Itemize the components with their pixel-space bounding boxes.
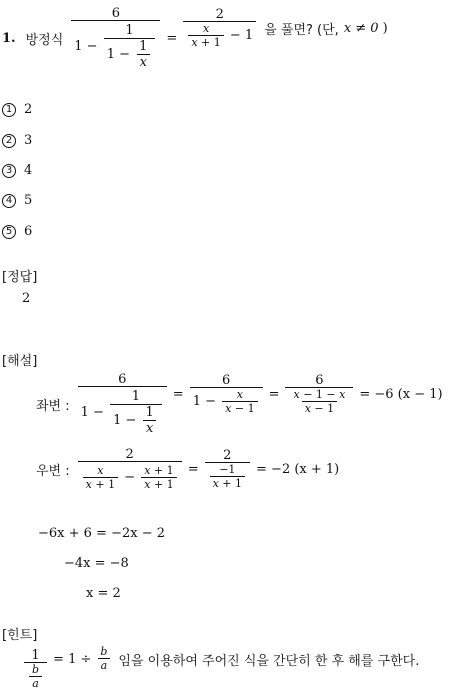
- left-frac-2: 6 1 − $\frac{x}{x - 1}$: [190, 374, 263, 415]
- option-4[interactable]: [2, 193, 32, 208]
- answer-value: 2: [22, 291, 31, 306]
- solution-right-side: 우변 : 2 $\frac{x}{x + 1}$ − $\frac{x + 1}{x + 1}$ = $\frac{2}{\frac{-1}{x + 1}}$ = −2 (x + 1): [36, 446, 340, 491]
- left-result: = −6 (x − 1): [359, 386, 443, 402]
- option-value: 5: [24, 193, 33, 208]
- hint-content: [22, 640, 419, 698]
- hint-fraction-2: $\frac{b}{a}$: [97, 646, 110, 671]
- problem-prefix: 방정식: [25, 32, 64, 48]
- answer-label: [정답]: [2, 270, 38, 285]
- rhs-fraction: 2 $\frac{x}{x + 1}$ − 1: [183, 8, 256, 49]
- hint-label: [힌트]: [2, 628, 38, 643]
- right-frac-1: 2 $\frac{x}{x + 1}$ − $\frac{x + 1}{x + 1}$: [78, 448, 182, 491]
- option-marker: 1: [2, 103, 16, 117]
- option-value: 2: [24, 102, 33, 117]
- left-label: 좌변 :: [36, 398, 70, 414]
- option-3[interactable]: [2, 163, 32, 178]
- right-frac-2: $\frac{2}{\frac{-1}{x + 1}}$: [205, 449, 250, 490]
- right-label: 우변 :: [36, 463, 70, 479]
- problem-close: ): [382, 20, 388, 36]
- option-marker: 5: [2, 225, 16, 239]
- option-marker: 2: [2, 134, 16, 148]
- right-result: = −2 (x + 1): [256, 461, 340, 477]
- problem-suffix: 을 풀면? (단,: [264, 22, 339, 38]
- hint-fraction-1: $\frac{1}{\frac{b}{a}}$: [24, 649, 47, 690]
- option-1[interactable]: [2, 102, 32, 117]
- option-marker: 4: [2, 194, 16, 208]
- left-frac-1: 6 1 − 1 1 − $\frac{1}{x}$: [78, 373, 167, 436]
- lhs-fraction: 6 1 − 1 1 − $\frac{1}{x}$: [71, 7, 160, 70]
- solution-step-1: −6x + 6 = −2x − 2: [38, 526, 166, 541]
- option-2[interactable]: [2, 133, 32, 148]
- option-marker: 3: [2, 164, 16, 178]
- option-value: 3: [24, 133, 33, 148]
- options-list: [2, 102, 122, 242]
- hint-equation: = 1 ÷: [53, 651, 92, 667]
- option-value: 6: [24, 224, 33, 239]
- problem-number: 1.: [2, 30, 16, 46]
- solution-left-side: 좌변 : 6 1 − 1 1 − $\frac{1}{x}$ = 6 1 − $\frac{x}{x - 1}$ = $\frac{6}{\frac{x - 1 - x}{x - 1}}$ = −6 (x − 1): [36, 371, 443, 436]
- problem-statement: 1. 방정식 6 1 − 1 1 − $\frac{1}{x}$ = 2 $\frac{x}{x + 1}$ − 1 을 풀면? (단, x ≠ 0 ): [2, 5, 388, 70]
- solution-step-3: x = 2: [86, 586, 121, 601]
- option-value: 4: [24, 163, 33, 178]
- left-frac-3: $\frac{6}{\frac{x - 1 - x}{x - 1}}$: [285, 374, 353, 415]
- solution-label: [해설]: [2, 354, 38, 369]
- problem-condition: x ≠ 0: [343, 20, 379, 36]
- option-5[interactable]: [2, 224, 32, 239]
- hint-text: 임을 이용하여 주어진 식을 간단히 한 후 해를 구한다.: [118, 653, 420, 669]
- solution-step-2: −4x = −8: [64, 556, 129, 571]
